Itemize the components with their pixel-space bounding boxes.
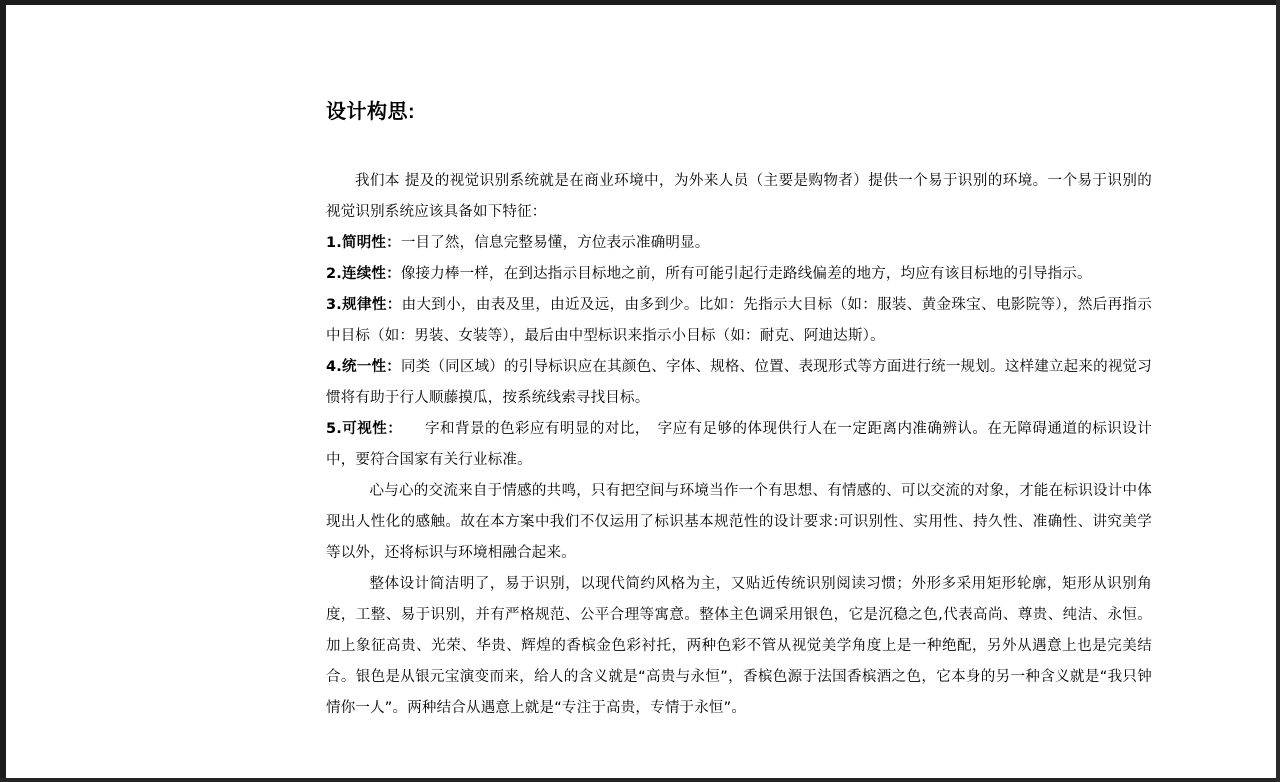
paragraph-item-2: [326, 259, 1152, 290]
paragraph-text: 心与心的交流来自于情感的共鸣，只有把空间与环境当作一个有思想、有情感的、可以交流的对象，才能在标识设计中体现出人性化的感触。故在本方案中我们不仅运用了标识基本规范性的设计要求:可识别性、实用性、持久性、准确性、讲究美学等以外，还将标识与环境相融合起来。: [326, 483, 1152, 561]
paragraph-intro: [326, 166, 1152, 228]
paragraph-lead: 4.统一性：: [326, 359, 401, 375]
paragraph-text: 同类（同区域）的引导标识应在其颜色、字体、规格、位置、表现形式等方面进行统一规划。这样建立起来的视觉习惯将有助于行人顺藤摸瓜，按系统线索寻找目标。: [326, 359, 1152, 406]
paragraph-text: 由大到小，由表及里，由近及远，由多到少。比如：先指示大目标（如：服装、黄金珠宝、电影院等），然后再指示中目标（如：男装、女装等），最后由中型标识来指示小目标（如：耐克、阿迪达斯）。: [326, 297, 1152, 344]
paragraph-lead: 1.简明性：: [326, 235, 401, 251]
paragraph-text: 像接力棒一样，在到达指示目标地之前，所有可能引起行走路线偏差的地方，均应有该目标地的引导指示。: [400, 266, 1092, 282]
paragraph-lead: 2.连续性：: [326, 266, 401, 282]
paragraph-text: 字和背景的色彩应有明显的对比， 字应有足够的体现供行人在一定距离内准确辨认。在无障碍通道的标识设计中，要符合国家有关行业标准。: [326, 421, 1152, 468]
paragraph-text: 一目了然，信息完整易懂，方位表示准确明显。: [400, 235, 710, 251]
page-sheet: [6, 5, 1276, 778]
paragraph-item-5: [326, 414, 1152, 476]
paragraph-lead: 5.可视性：: [326, 421, 396, 437]
paragraph-item-1: [326, 228, 1152, 259]
paragraph-item-3: [326, 290, 1152, 352]
page-edge-bottom: [0, 778, 1280, 782]
page-title: 设计构思:: [326, 101, 416, 123]
paragraph-lead: 3.规律性：: [326, 297, 402, 313]
paragraph-body-1: [326, 476, 1152, 569]
document-body: [326, 100, 1152, 724]
paragraph-text: 整体设计简洁明了，易于识别，以现代简约风格为主，又贴近传统识别阅读习惯；外形多采用矩形轮廓，矩形从识别角度，工整、易于识别，并有严格规范、公平合理等寓意。整体主色调采用银色，它是沉稳之色,代表高尚、尊贵、纯洁、永恒。加上象征高贵、光荣、华贵、辉煌的香槟金色彩衬托，两种色彩不管从视觉美学角度上是一种绝配，另外从遇意上也是完美结合。银色是从银元宝演变而来，给人的含义就是“高贵与永恒”，香槟色源于法国香槟酒之色，它本身的另一种含义就是“我只钟情你一人”。两种结合从遇意上就是“专注于高贵，专情于永恒”。: [326, 576, 1152, 716]
paragraph-item-4: [326, 352, 1152, 414]
paragraph-body-2: [326, 569, 1152, 724]
paragraph-text: 我们本 提及的视觉识别系统就是在商业环境中，为外来人员（主要是购物者）提供一个易于识别的环境。一个易于识别的视觉识别系统应该具备如下特征：: [326, 173, 1152, 220]
